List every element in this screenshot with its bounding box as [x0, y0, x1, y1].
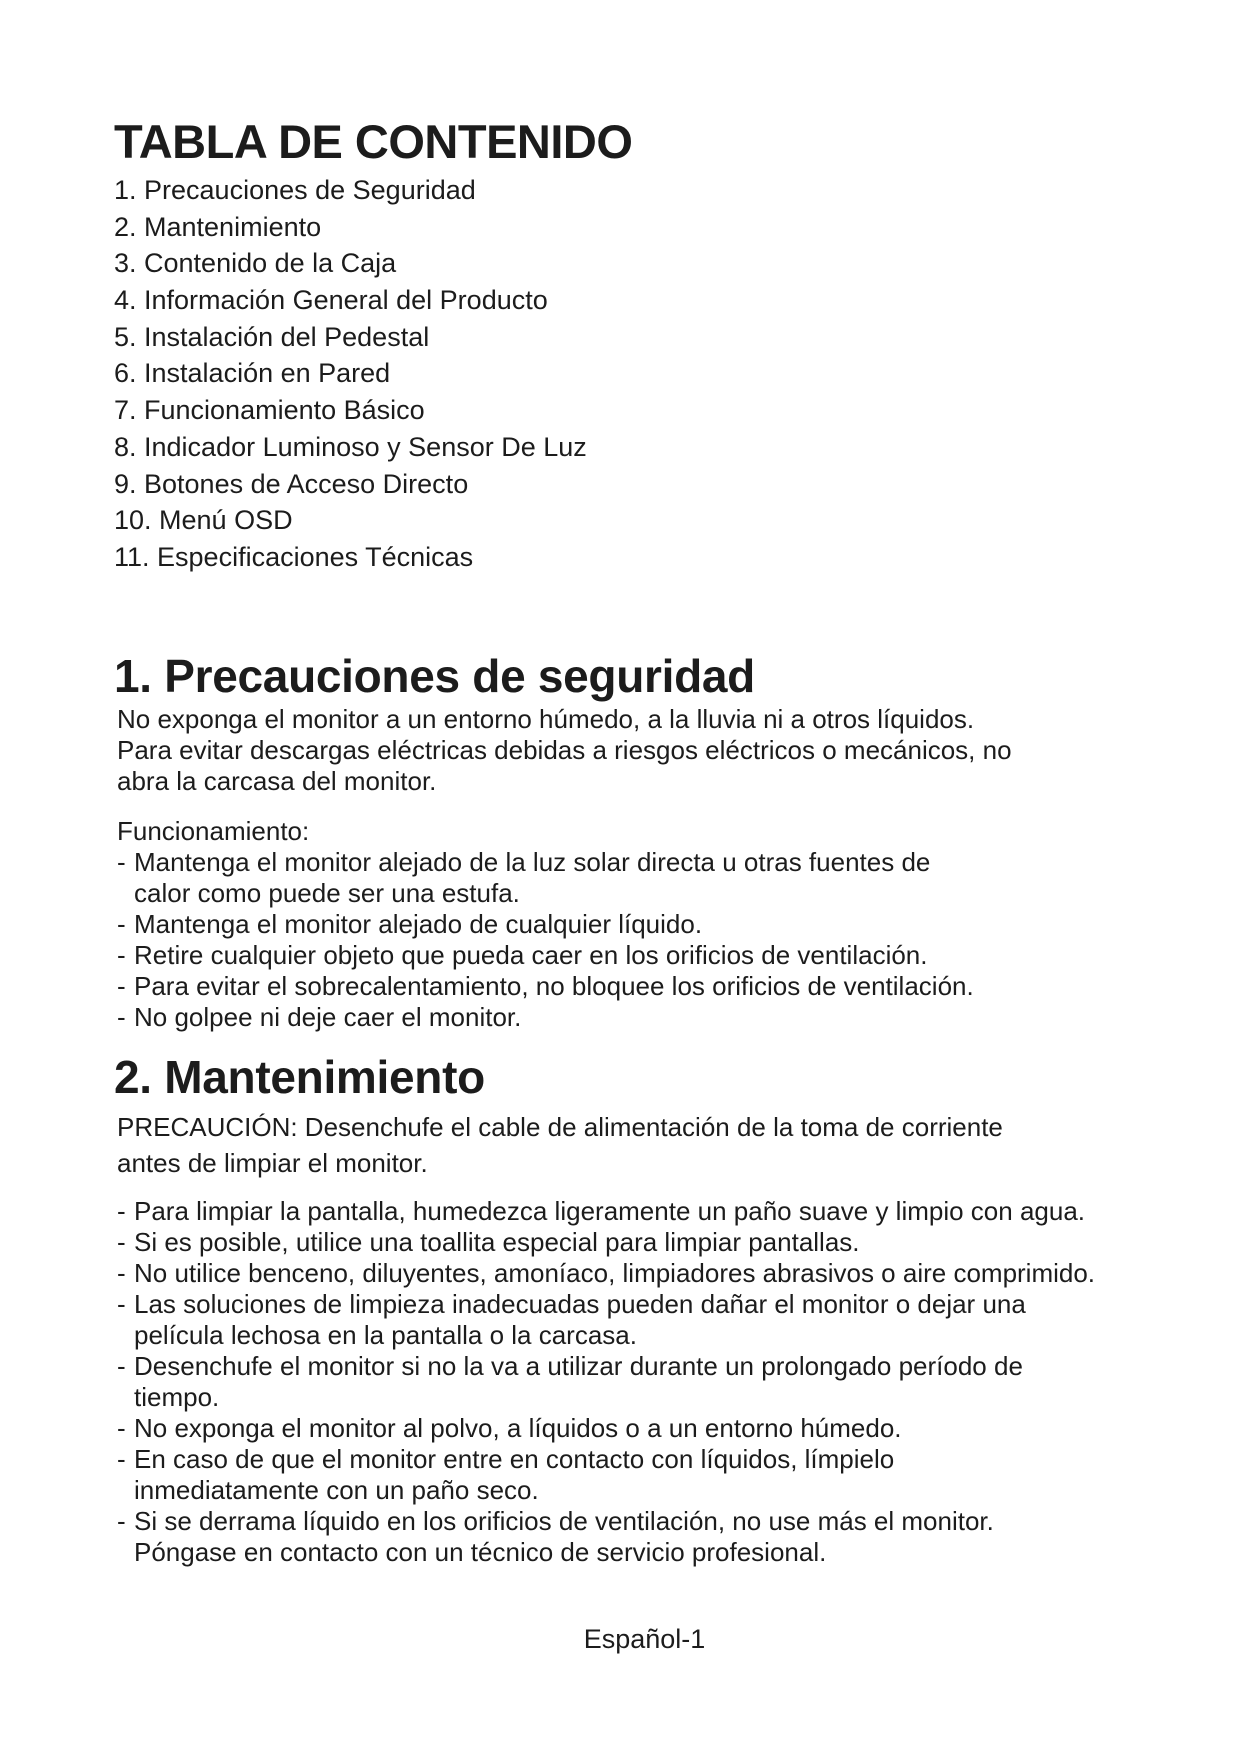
bullet-text: No utilice benceno, diluyentes, amoníaco, limpiadores abrasivos o aire comprimido.: [134, 1258, 1096, 1288]
bullet-text: Las soluciones de limpieza inadecuadas pueden dañar el monitor o dejar una película lechosa en la pantalla o la carcasa.: [134, 1289, 1026, 1350]
list-item: [117, 1413, 1095, 1444]
toc-item: 1. Precauciones de Seguridad: [114, 175, 476, 205]
toc-item: 5. Instalación del Pedestal: [114, 321, 430, 352]
bullet-dash: -: [117, 971, 126, 1001]
list-item: [117, 1506, 1095, 1568]
toc-item: 4. Información General del Producto: [114, 285, 548, 316]
bullet-text: Desenchufe el monitor si no la va a utilizar durante un prolongado período de tiempo.: [134, 1351, 1023, 1412]
toc-item: 7. Funcionamiento Básico: [114, 395, 425, 426]
list-item: [117, 847, 974, 909]
toc-item: 6. Instalación en Pared: [114, 358, 391, 389]
list-item: [117, 971, 974, 1002]
bullet-dash: -: [117, 909, 126, 939]
bullet-dash: -: [117, 1351, 126, 1381]
bullet-text: Para limpiar la pantalla, humedezca ligeramente un paño suave y limpio con agua.: [134, 1196, 1086, 1226]
section-2-title: 2. Mantenimiento: [114, 1051, 485, 1103]
bullet-text: Retire cualquier objeto que pueda caer en los orificios de ventilación.: [134, 940, 928, 970]
bullet-dash: -: [117, 1227, 126, 1257]
list-item: [117, 909, 974, 940]
bullet-text: Si se derrama líquido en los orificios de ventilación, no use más el monitor. Póngase en contacto con un técnico de servicio profesional.: [134, 1506, 994, 1567]
toc-item: 8. Indicador Luminoso y Sensor De Luz: [114, 431, 587, 462]
bullet-dash: -: [117, 1258, 126, 1288]
toc-item: 9. Botones de Acceso Directo: [114, 468, 469, 499]
bullet-dash: -: [117, 1196, 126, 1226]
section-2-bullets: [117, 1196, 1095, 1568]
toc-title: TABLA DE CONTENIDO: [114, 115, 633, 168]
page-number: Español-1: [583, 1624, 706, 1654]
toc-item: 2. Mantenimiento: [114, 211, 322, 242]
bullet-text: Si es posible, utilice una toallita especial para limpiar pantallas.: [134, 1227, 860, 1257]
bullet-dash: -: [117, 1506, 126, 1536]
bullet-dash: -: [117, 847, 126, 877]
list-item: [117, 940, 974, 971]
section-1-intro: No exponga el monitor a un entorno húmedo, a la lluvia ni a otros líquidos. Para evitar descargas eléctricas debidas a riesgos eléctricos o mecánicos, no abra la carcasa del monitor.: [117, 704, 1012, 796]
list-item: [117, 1002, 974, 1033]
bullet-dash: -: [117, 1002, 126, 1032]
bullet-text: No exponga el monitor al polvo, a líquidos o a un entorno húmedo.: [134, 1413, 902, 1443]
bullet-text: Mantenga el monitor alejado de la luz solar directa u otras fuentes de calor como puede ser una estufa.: [134, 847, 931, 908]
bullet-text: En caso de que el monitor entre en contacto con líquidos, límpielo inmediatamente con un paño seco.: [134, 1444, 895, 1505]
bullet-dash: -: [117, 1444, 126, 1474]
bullet-text: Para evitar el sobrecalentamiento, no bloquee los orificios de ventilación.: [134, 971, 974, 1001]
bullet-text: Mantenga el monitor alejado de cualquier líquido.: [134, 909, 703, 939]
section-1-bullets: [117, 847, 974, 1033]
section-1-subheading: Funcionamiento:: [117, 816, 310, 846]
toc-list: [114, 172, 587, 576]
bullet-text: No golpee ni deje caer el monitor.: [134, 1002, 522, 1032]
toc-item: 10. Menú OSD: [114, 505, 293, 536]
bullet-dash: -: [117, 940, 126, 970]
section-1-title: 1. Precauciones de seguridad: [114, 650, 755, 702]
bullet-dash: -: [117, 1413, 126, 1443]
list-item: [117, 1227, 1095, 1258]
section-2-caution: PRECAUCIÓN: Desenchufe el cable de alimentación de la toma de corriente antes de limpiar el monitor.: [117, 1112, 1003, 1178]
list-item: [117, 1289, 1095, 1351]
list-item: [117, 1351, 1095, 1413]
list-item: [117, 1196, 1095, 1227]
toc-item: 11. Especificaciones Técnicas: [114, 541, 474, 572]
toc-item: 3. Contenido de la Caja: [114, 248, 397, 279]
list-item: [117, 1258, 1095, 1289]
list-item: [117, 1444, 1095, 1506]
bullet-dash: -: [117, 1289, 126, 1319]
